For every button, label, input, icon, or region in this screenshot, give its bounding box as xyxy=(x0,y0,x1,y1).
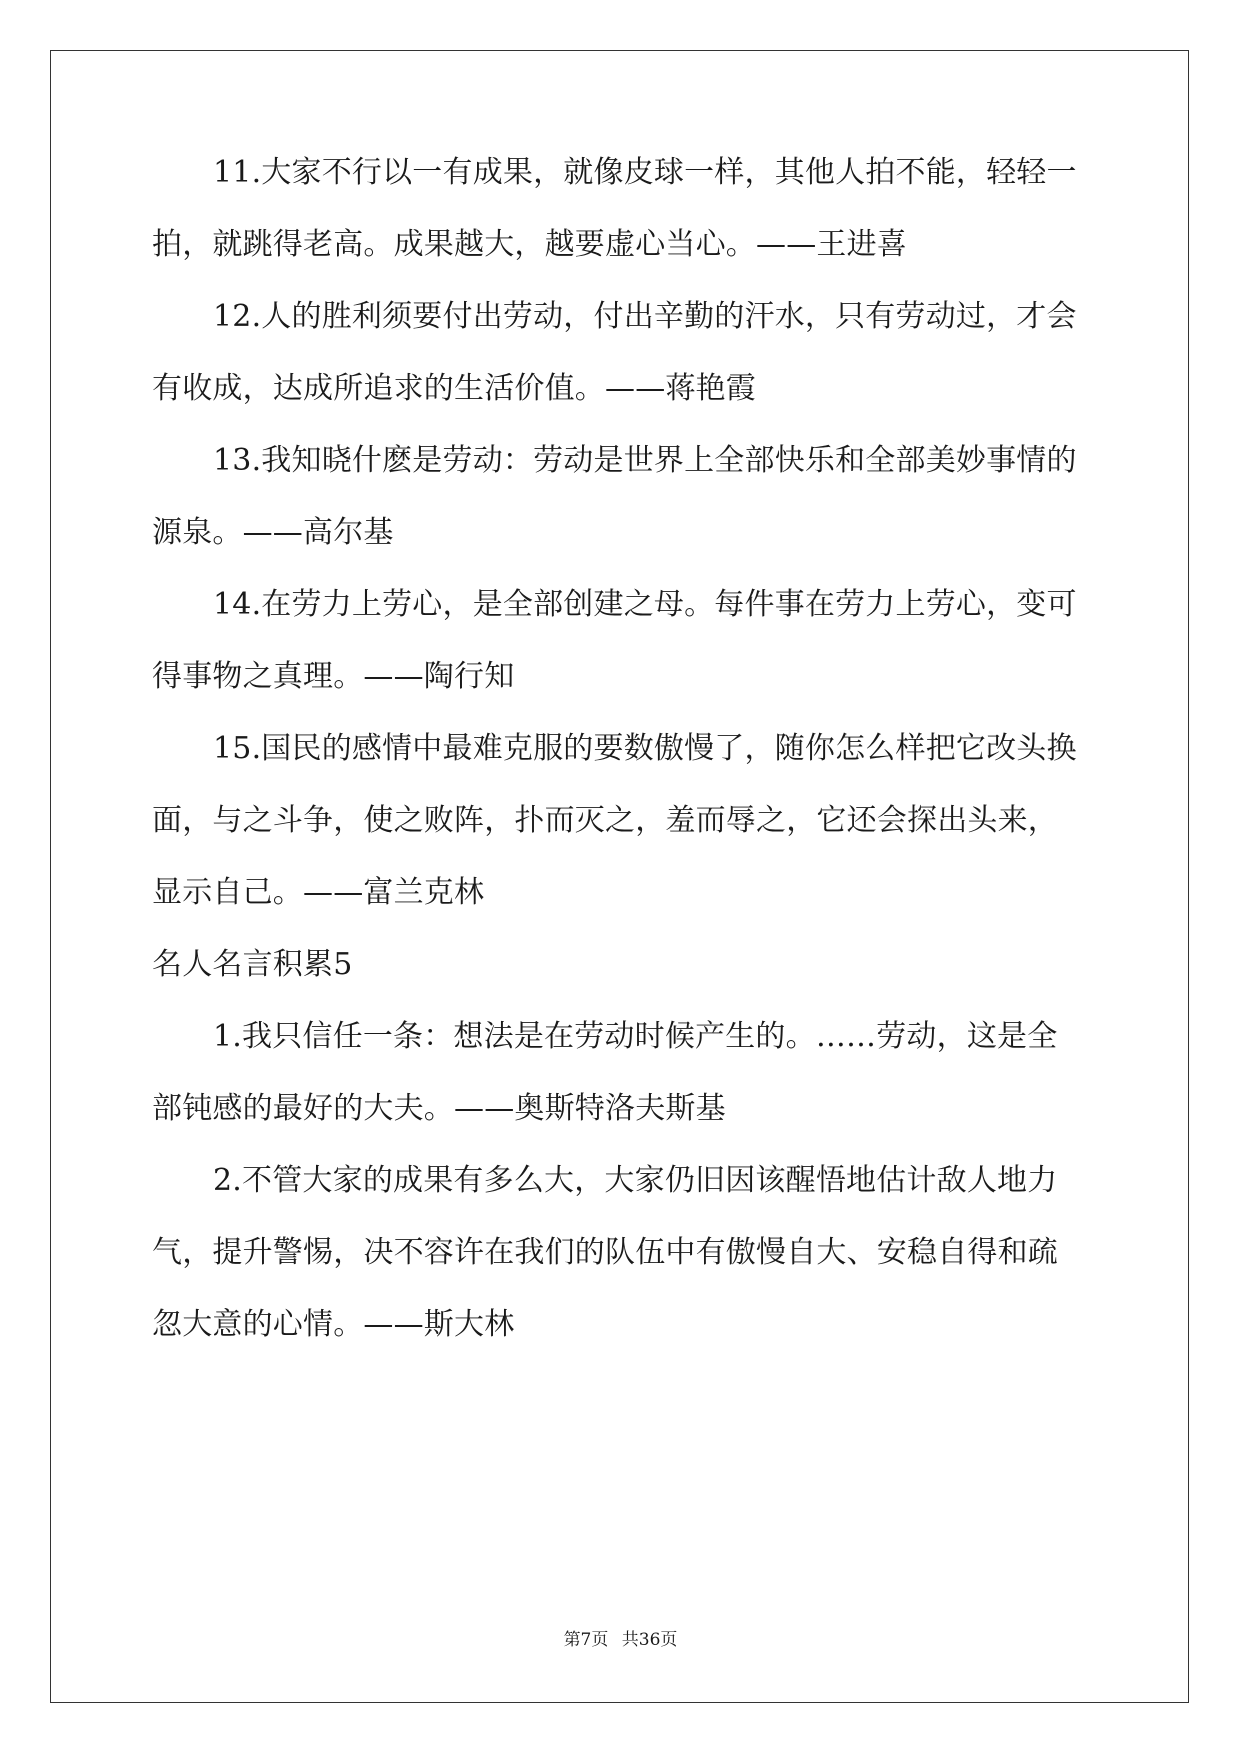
quote-2-line-3: 忽大意的心情。——斯大林 xyxy=(152,1307,515,1342)
page-number: 第7页 xyxy=(563,1630,609,1650)
quote-11-line-1: 11.大家不行以一有成果，就像皮球一样，其他人拍不能，轻轻一 xyxy=(213,155,1077,190)
quote-13-line-1: 13.我知晓什麽是劳动：劳动是世界上全部快乐和全部美妙事情的 xyxy=(213,443,1077,478)
quote-15-line-1: 15.国民的感情中最难克服的要数傲慢了，随你怎么样把它改头换 xyxy=(213,731,1077,766)
quote-11-line-2: 拍，就跳得老高。成果越大，越要虚心当心。——王进喜 xyxy=(152,227,907,262)
quote-15-line-3: 显示自己。——富兰克林 xyxy=(152,875,485,910)
quote-12-line-1: 12.人的胜利须要付出劳动，付出辛勤的汗水，只有劳动过，才会 xyxy=(213,299,1077,334)
page-footer xyxy=(0,1629,1241,1651)
quote-14-line-1: 14.在劳力上劳心，是全部创建之母。每件事在劳力上劳心，变可 xyxy=(213,587,1077,622)
quote-13-line-2: 源泉。——高尔基 xyxy=(152,515,394,550)
quote-2-line-2: 气，提升警惕，决不容许在我们的队伍中有傲慢自大、安稳自得和疏 xyxy=(152,1235,1058,1270)
page-total: 共36页 xyxy=(621,1630,678,1650)
quote-1-line-1: 1.我只信任一条：想法是在劳动时候产生的。……劳动，这是全 xyxy=(213,1019,1058,1054)
quote-14-line-2: 得事物之真理。——陶行知 xyxy=(152,659,515,694)
quote-15-line-2: 面，与之斗争，使之败阵，扑而灭之，羞而辱之，它还会探出头来， xyxy=(152,803,1058,838)
quote-12-line-2: 有收成，达成所追求的生活价值。——蒋艳霞 xyxy=(152,371,756,406)
quote-1-line-2: 部钝感的最好的大夫。——奥斯特洛夫斯基 xyxy=(152,1091,726,1126)
quote-2-line-1: 2.不管大家的成果有多么大，大家仍旧因该醒悟地估计敌人地力 xyxy=(213,1163,1058,1198)
section-heading: 名人名言积累5 xyxy=(152,947,353,982)
